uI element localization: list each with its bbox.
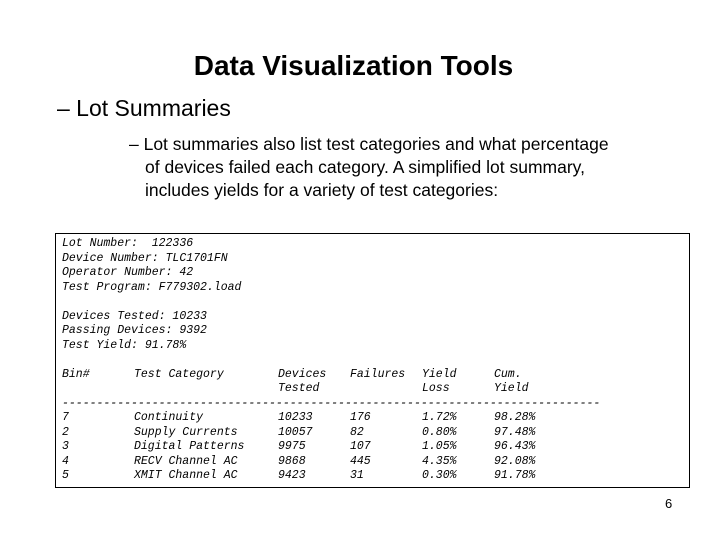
device-number: Device Number: TLC1701FN [62,251,228,265]
cell-failures: 31 [350,469,364,482]
table-row [62,426,689,441]
cell-category: Supply Currents [134,425,238,439]
table-header-row-1 [62,368,689,383]
cell-yield-loss: 1.72% [422,411,457,424]
bullet-line-2: of devices failed each category. A simplified lot summary, [145,157,585,177]
test-yield: Test Yield: 91.78% [62,338,187,352]
operator-number: Operator Number: 42 [62,266,194,279]
slide-title: Data Visualization Tools [193,50,514,81]
cell-bin: 2 [62,425,69,439]
header-bin: Bin# [62,367,90,381]
cell-cum-yield: 97.48% [494,425,536,439]
table-row [62,440,689,455]
header-cum: Cum. [494,367,522,381]
devices-tested: Devices Tested: 10233 [62,309,207,323]
cell-category: RECV Channel AC [134,454,238,468]
cell-tested: 10057 [278,425,313,439]
cell-cum-yield: 98.28% [494,411,536,424]
cell-bin: 4 [62,454,69,468]
header-loss: Loss [422,382,450,395]
cell-bin: 5 [62,469,69,482]
table-body [62,411,689,484]
spacer [62,295,689,310]
header-failures: Failures [350,367,406,381]
table-header-row-2 [62,382,689,397]
cell-cum-yield: 96.43% [494,440,536,453]
cell-category: Continuity [134,411,204,424]
header-category: Test Category [134,367,224,381]
cell-bin: 7 [62,411,69,424]
cell-tested: 10233 [278,411,313,424]
lot-summary-box [55,233,690,488]
cell-yield-loss: 4.35% [422,454,457,468]
table-row [62,411,689,426]
cell-category: XMIT Channel AC [134,469,238,482]
spacer [62,353,689,368]
header-devices: Devices [278,367,327,381]
cell-cum-yield: 92.08% [494,454,536,468]
cell-yield-loss: 0.80% [422,425,457,439]
table-row [62,455,689,470]
header-cum-yield: Yield [494,382,529,395]
cell-category: Digital Patterns [134,440,245,453]
page-number: 6 [665,496,673,511]
bullet-text [129,133,699,202]
bullet-line-1: – Lot summaries also list test categories and what percentage [129,134,609,154]
table-divider: ------------------------------------------------------------------------------ [62,396,601,410]
cell-cum-yield: 91.78% [494,469,536,482]
cell-yield-loss: 0.30% [422,469,457,482]
header-tested: Tested [278,382,320,395]
test-program: Test Program: F779302.load [62,280,242,294]
passing-devices: Passing Devices: 9392 [62,324,207,337]
header-yield: Yield [422,367,457,381]
lot-number: Lot Number: 122336 [62,237,194,250]
cell-failures: 107 [350,440,371,453]
cell-failures: 176 [350,411,371,424]
cell-bin: 3 [62,440,69,453]
section-heading: – Lot Summaries [57,95,231,121]
cell-tested: 9423 [278,469,306,482]
cell-failures: 82 [350,425,364,439]
cell-yield-loss: 1.05% [422,440,457,453]
table-row [62,469,689,484]
cell-tested: 9975 [278,440,306,453]
cell-tested: 9868 [278,454,306,468]
bullet-line-3: includes yields for a variety of test categories: [145,180,499,200]
cell-failures: 445 [350,454,371,468]
